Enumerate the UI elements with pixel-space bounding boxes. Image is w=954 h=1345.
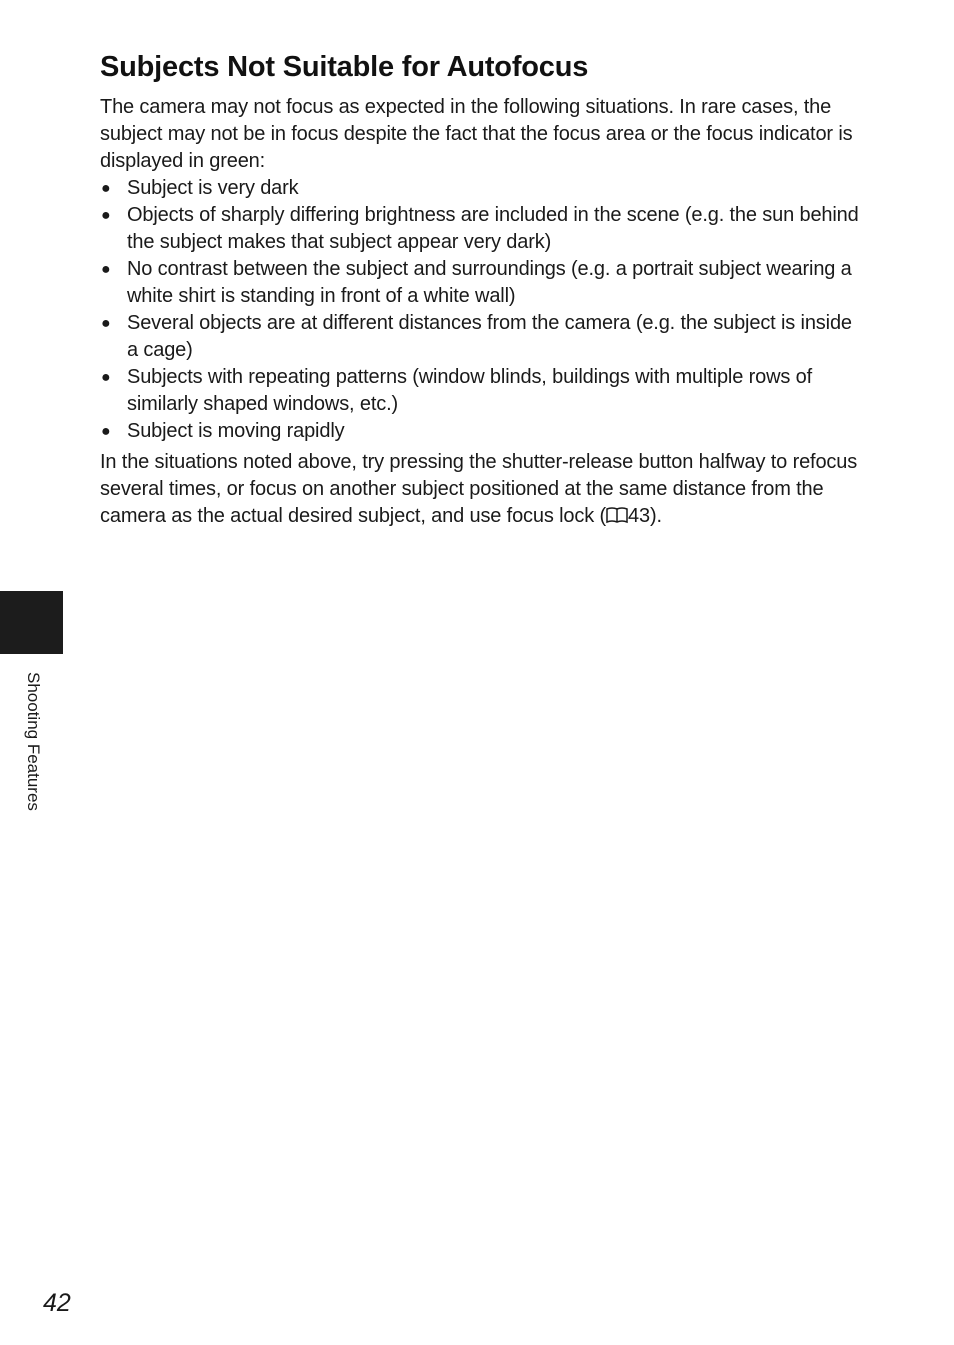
- section-tab: [0, 591, 63, 654]
- page-number: 42: [43, 1289, 71, 1317]
- bullet-icon: ●: [101, 261, 111, 278]
- page-title: Subjects Not Suitable for Autofocus: [100, 51, 589, 83]
- list-item-text: Several objects are at different distances from the camera (e.g. the subject is inside a cage): [127, 312, 852, 361]
- intro-paragraph: The camera may not focus as expected in the following situations. In rare cases, the subject may not be in focus despite the fact that the focus area or the focus indicator is displayed in green:: [100, 96, 853, 172]
- bullet-icon: ●: [101, 423, 111, 440]
- section-label: Shooting Features: [24, 672, 43, 811]
- bullet-icon: ●: [101, 180, 111, 197]
- bullet-icon: ●: [101, 369, 111, 386]
- book-icon[interactable]: [606, 505, 628, 522]
- list-item-text: Subject is very dark: [127, 177, 299, 199]
- list-item-text: Objects of sharply differing brightness are included in the scene (e.g. the sun behind the subject makes that subject appear very dark): [127, 204, 859, 253]
- list-item: [100, 418, 860, 445]
- page-reference-link[interactable]: 43: [628, 505, 650, 527]
- page-content: [100, 48, 860, 530]
- bullet-icon: ●: [101, 207, 111, 224]
- closing-text: In the situations noted above, try pressing the shutter-release button halfway to refocus several times, or focus on another subject positioned at the same distance from the camera as the actual desired subject, and use focus lock (: [100, 451, 858, 527]
- list-item: [100, 310, 860, 364]
- bullet-list: [100, 175, 860, 445]
- list-item: [100, 256, 860, 310]
- closing-end: ).: [649, 505, 662, 527]
- list-item-text: Subjects with repeating patterns (window blinds, buildings with multiple rows of similarly shaped windows, etc.): [127, 366, 813, 415]
- list-item: [100, 175, 860, 202]
- list-item-text: No contrast between the subject and surroundings (e.g. a portrait subject wearing a white shirt is standing in front of a white wall): [127, 258, 852, 307]
- bullet-icon: ●: [101, 315, 111, 332]
- closing-paragraph: [100, 449, 860, 530]
- list-item: [100, 202, 860, 256]
- list-item-text: Subject is moving rapidly: [127, 420, 345, 442]
- list-item: [100, 364, 860, 418]
